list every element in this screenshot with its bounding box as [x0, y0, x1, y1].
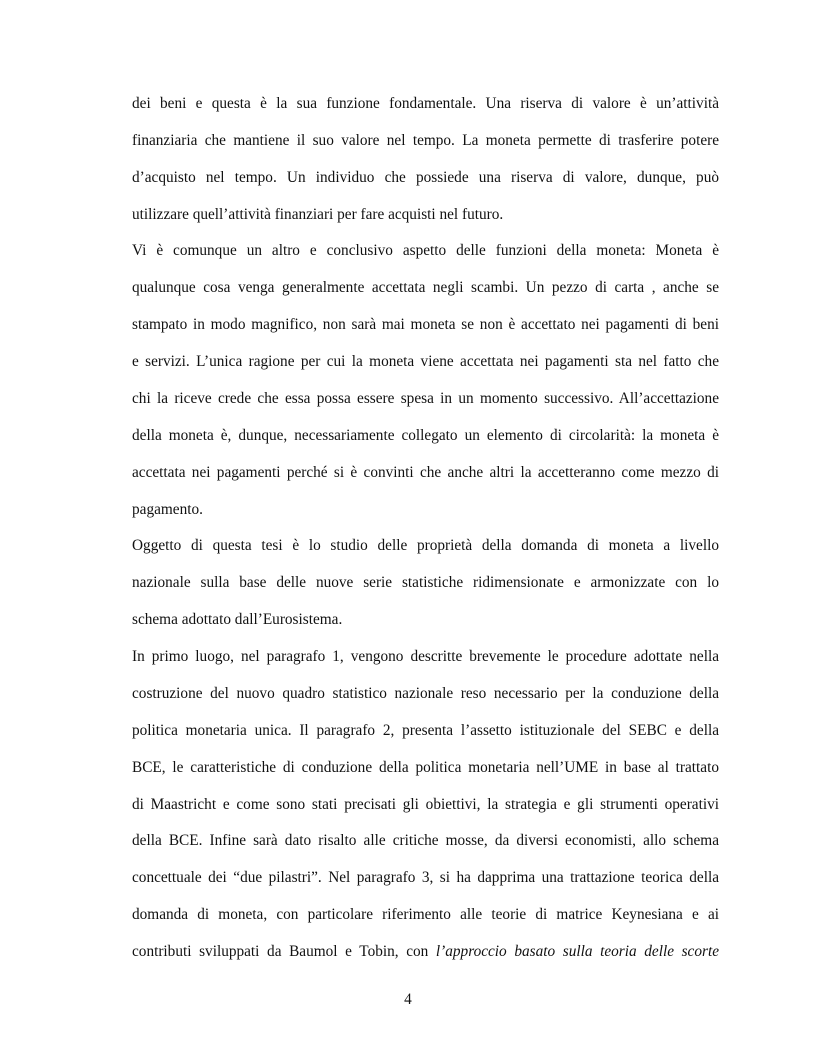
text-line: utilizzare quell’attività finanziari per fare acquisti nel futuro.: [132, 206, 504, 223]
text-italic: l’approccio basato sulla teoria delle scorte: [435, 943, 719, 960]
text-line: costruzione del nuovo quadro statistico nazionale reso necessario per la conduzione della: [132, 685, 719, 702]
text-line: di Maastricht e come sono stati precisati gli obiettivi, la strategia e gli strumenti operativi: [132, 796, 719, 813]
page-number: 4: [404, 991, 412, 1008]
text-line: finanziaria che mantiene il suo valore nel tempo. La moneta permette di trasferire potere: [132, 132, 719, 149]
text-line: In primo luogo, nel paragrafo 1, vengono descritte brevemente le procedure adottate nella: [132, 648, 719, 665]
text-line: BCE, le caratteristiche di conduzione della politica monetaria nell’UME in base al trattato: [132, 759, 719, 776]
text-line: pagamento.: [132, 501, 203, 518]
text-line: della BCE. Infine sarà dato risalto alle critiche mosse, da diversi economisti, allo schema: [132, 832, 719, 849]
text-line: d’acquisto nel tempo. Un individuo che possiede una riserva di valore, dunque, può: [132, 169, 719, 186]
text-normal: contributi sviluppati da Baumol e Tobin, con: [132, 943, 436, 960]
text-line: politica monetaria unica. Il paragrafo 2, presenta l’assetto istituzionale del SEBC e della: [132, 722, 719, 739]
text-line: della moneta è, dunque, necessariamente collegato un elemento di circolarità: la moneta è: [132, 427, 719, 444]
text-line: schema adottato dall’Eurosistema.: [132, 611, 343, 628]
text-line: qualunque cosa venga generalmente accettata negli scambi. Un pezzo di carta , anche se: [132, 279, 719, 296]
text-line: nazionale sulla base delle nuove serie statistiche ridimensionate e armonizzate con lo: [132, 574, 719, 591]
text-line: chi la riceve crede che essa possa essere spesa in un momento successivo. All’accettazione: [132, 390, 719, 407]
text-line-final: [132, 940, 719, 964]
text-line: e servizi. L’unica ragione per cui la moneta viene accettata nei pagamenti sta nel fatto che: [132, 353, 719, 370]
text-line: Oggetto di questa tesi è lo studio delle proprietà della domanda di moneta a livello: [132, 537, 719, 554]
text-line: concettuale dei “due pilastri”. Nel paragrafo 3, si ha dapprima una trattazione teorica della: [132, 869, 719, 886]
text-line: dei beni e questa è la sua funzione fondamentale. Una riserva di valore è un’attività: [132, 95, 719, 112]
text-line: stampato in modo magnifico, non sarà mai moneta se non è accettato nei pagamenti di beni: [132, 316, 719, 333]
text-line: domanda di moneta, con particolare riferimento alle teorie di matrice Keynesiana e ai: [132, 906, 719, 923]
text-line: accettata nei pagamenti perché si è convinti che anche altri la accetteranno come mezzo di: [132, 464, 719, 481]
text-line: Vi è comunque un altro e conclusivo aspetto delle funzioni della moneta: Moneta è: [132, 242, 719, 259]
